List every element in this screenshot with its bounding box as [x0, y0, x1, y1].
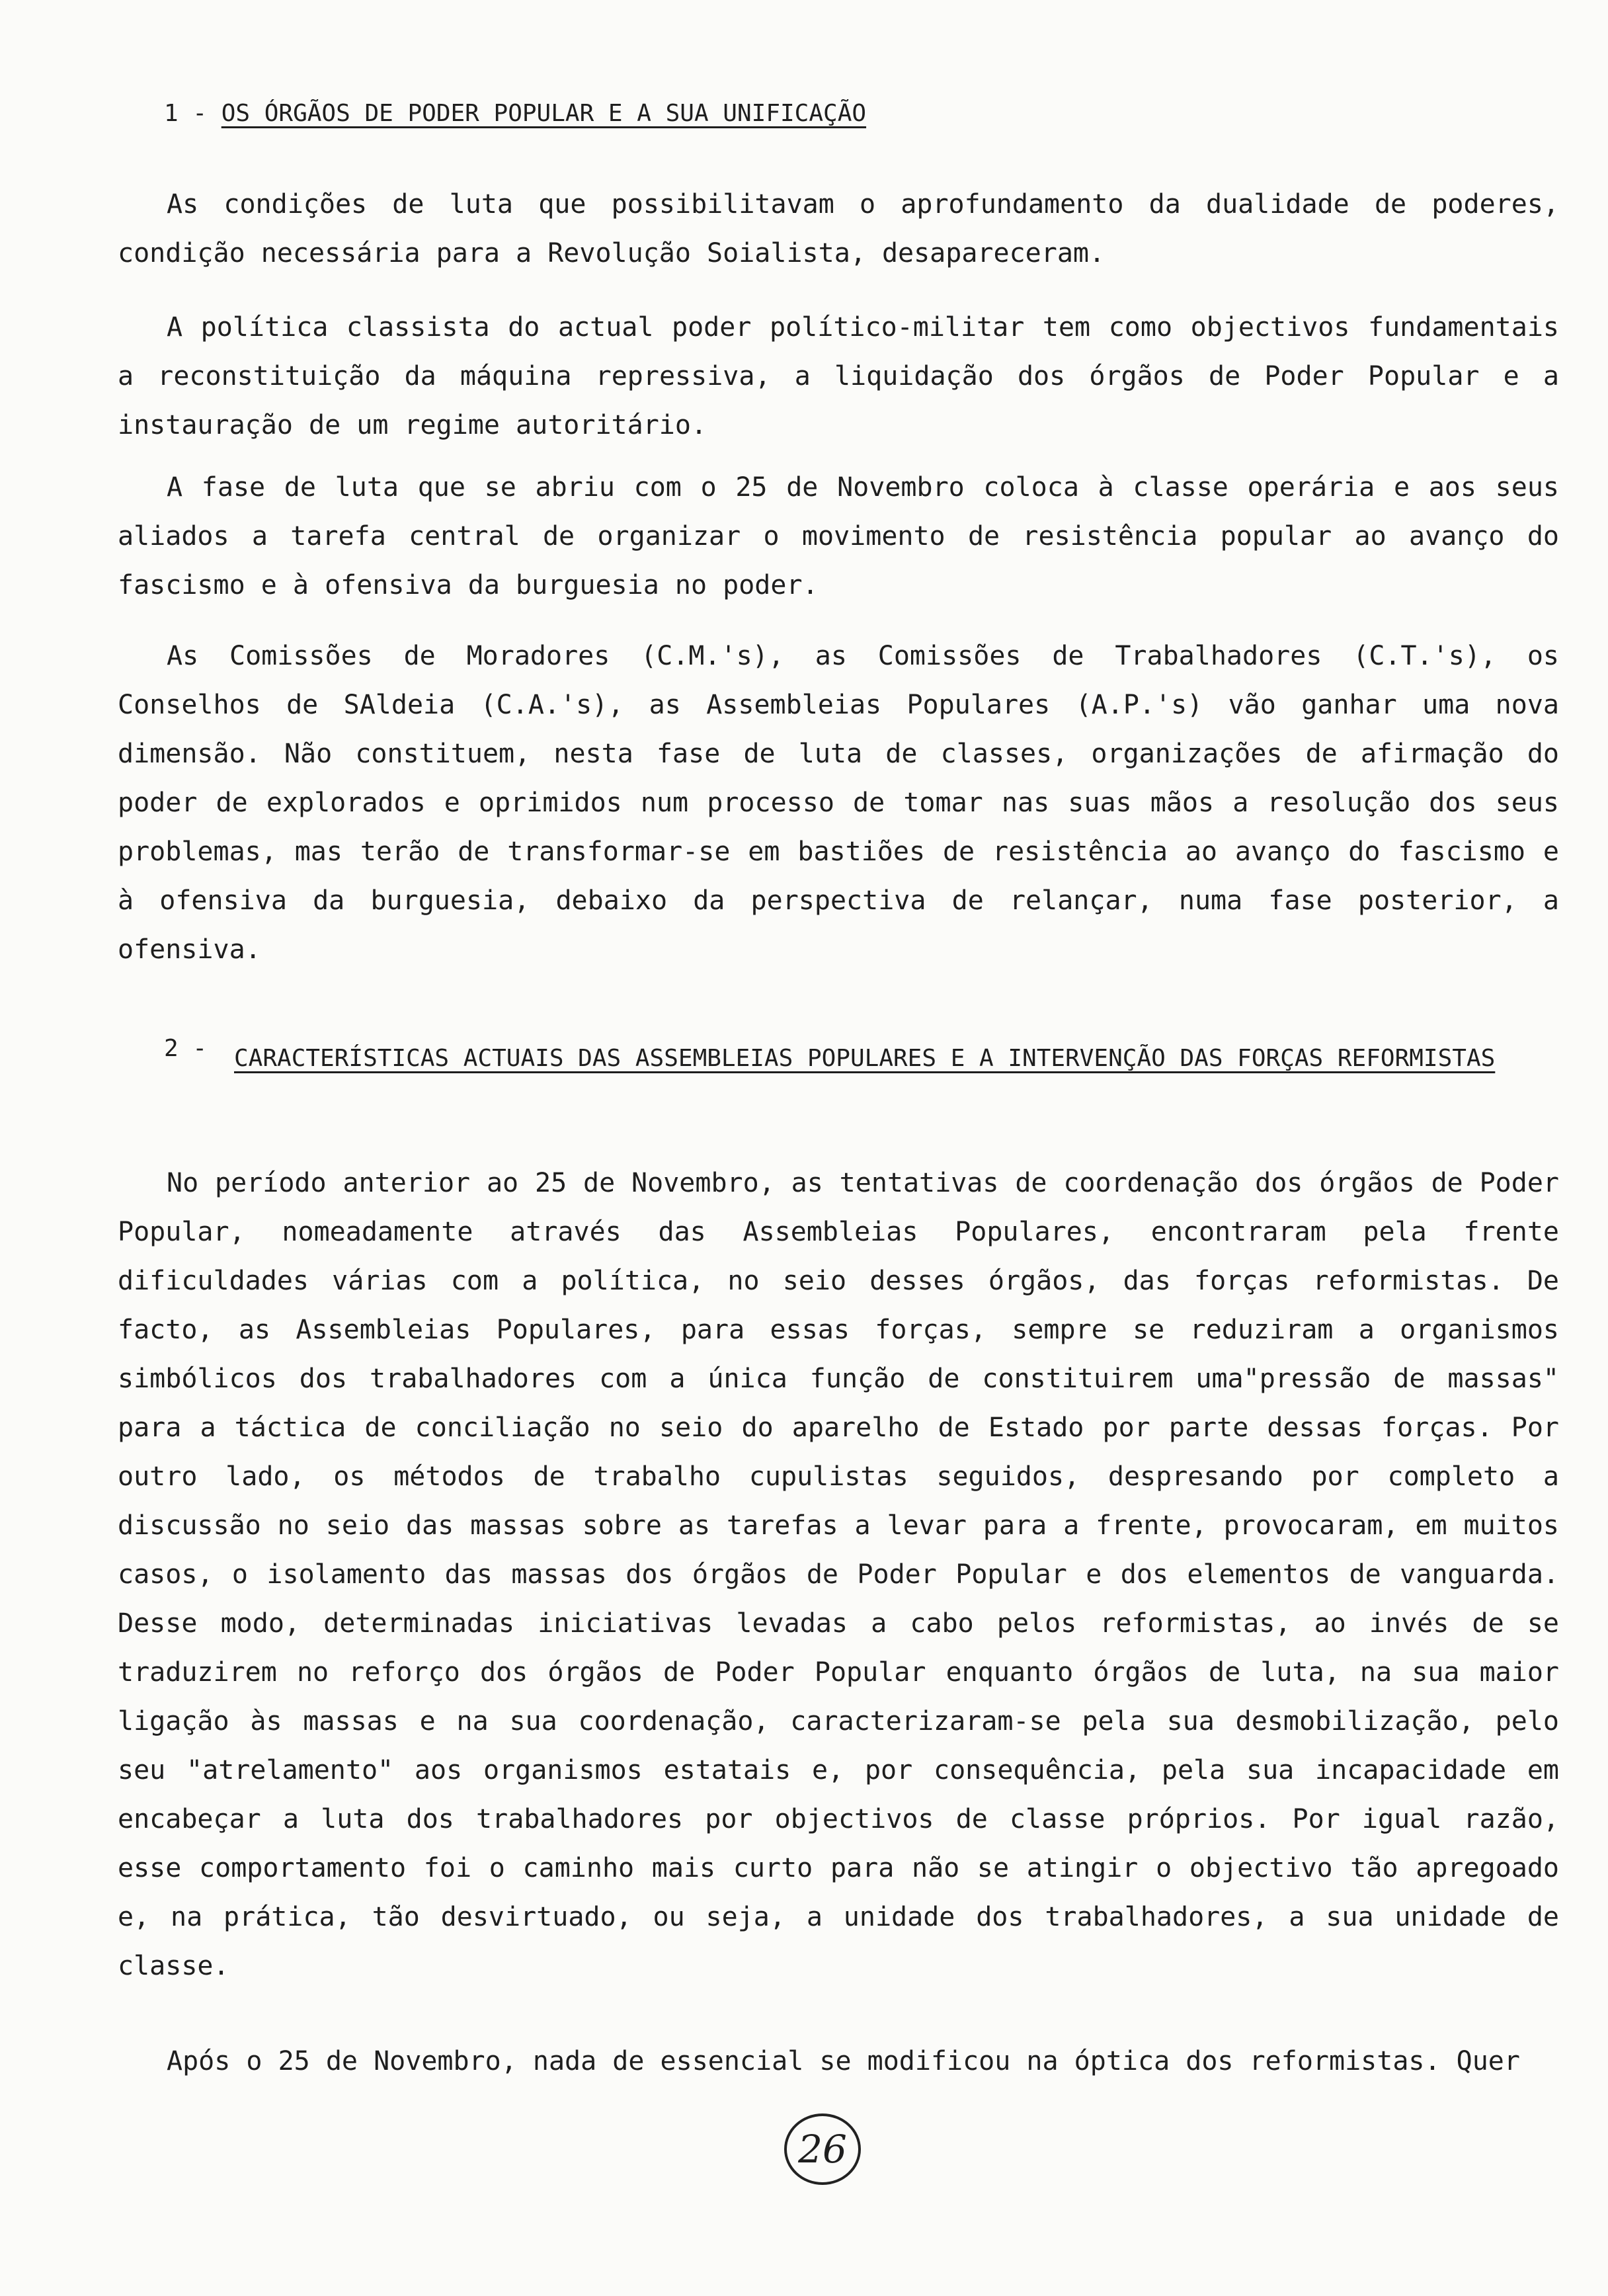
section-1-title: OS ÓRGÃOS DE PODER POPULAR E A SUA UNIFICAÇÃO	[221, 100, 867, 127]
paragraph-text: As Comissões de Moradores (C.M.'s), as Comissões de Trabalhadores (C.T.'s), os Conselhos de SAldeia (C.A.'s), as Assembleias Populares (A.P.'s) vão ganhar uma nova dimensão. Não constituem, nesta fase de luta de classes, organizações de afirmação do poder de explorados e oprimidos num processo de tomar nas suas mãos a resolução dos seus problemas, mas terão de transformar-se em bastiões de resistência ao avanço do fascismo e à ofensiva da burguesia, debaixo da perspectiva de relançar, numa fase posterior, a ofensiva.	[118, 641, 1559, 965]
section-1-number: 1 -	[164, 100, 208, 127]
paragraph-text: No período anterior ao 25 de Novembro, as tentativas de coordenação dos órgãos de Poder Popular, nomeadamente através das Assembleias Populares, encontraram pela frente dificuldades várias com a política, no seio desses órgãos, das forças reformistas. De facto, as Assembleias Populares, para essas forças, sempre se reduziram a organismos simbólicos dos trabalhadores com a única função de constituirem uma"pressão de massas" para a táctica de conciliação no seio do aparelho de Estado por parte dessas forças. Por outro lado, os métodos de trabalho cupulistas seguidos, despresando por completo a discussão no seio das massas sobre as tarefas a levar para a frente, provocaram, em muitos casos, o isolamento das massas dos órgãos de Poder Popular e dos elementos de vanguarda. Desse modo, determinadas iniciativas levadas a cabo pelos reformistas, ao invés de se traduzirem no reforço dos órgãos de Poder Popular enquanto órgãos de luta, na sua maior ligação às massas e na sua coordenação, caracterizaram-se pela sua desmobilização, pelo seu "atrelamento" aos organismos estatais e, por consequência, pela sua incapacidade em encabeçar a luta dos trabalhadores por objectivos de classe próprios. Por igual razão, esse comportamento foi o caminho mais curto para não se atingir o objectivo tão apregoado e, na prática, tão desvirtuado, ou seja, a unidade dos trabalhadores, a sua unidade de classe.	[118, 1168, 1559, 1981]
page-number: 26	[784, 2113, 861, 2185]
paragraph	[118, 2037, 1559, 2086]
paragraph	[118, 303, 1559, 450]
paragraph	[118, 632, 1559, 974]
paragraph-text: As condições de luta que possibilitavam o aprofundamento da dualidade de poderes, condição necessária para a Revolução Soialista, desapareceram.	[118, 189, 1559, 268]
paragraph	[118, 180, 1559, 278]
paragraph	[118, 463, 1559, 610]
paragraph-text: Após o 25 de Novembro, nada de essencial se modificou na óptica dos reformistas. Quer	[167, 2046, 1520, 2076]
section-2-number: 2 -	[164, 1035, 208, 1062]
section-2-title: CARACTERÍSTICAS ACTUAIS DAS ASSEMBLEIAS POPULARES E A INTERVENÇÃO DAS FORÇAS REFORMISTAS	[234, 1045, 1496, 1072]
paragraph	[118, 1159, 1559, 1990]
paragraph-text: A fase de luta que se abriu com o 25 de Novembro coloca à classe operária e aos seus aliados a tarefa central de organizar o movimento de resistência popular ao avanço do fascismo e à ofensiva da burguesia no poder.	[118, 472, 1559, 600]
section-1-heading	[164, 99, 866, 128]
paragraph-text: A política classista do actual poder político-militar tem como objectivos fundamentais a reconstituição da máquina repressiva, a liquidação dos órgãos de Poder Popular e a instauração de um regime autoritário.	[118, 312, 1559, 440]
